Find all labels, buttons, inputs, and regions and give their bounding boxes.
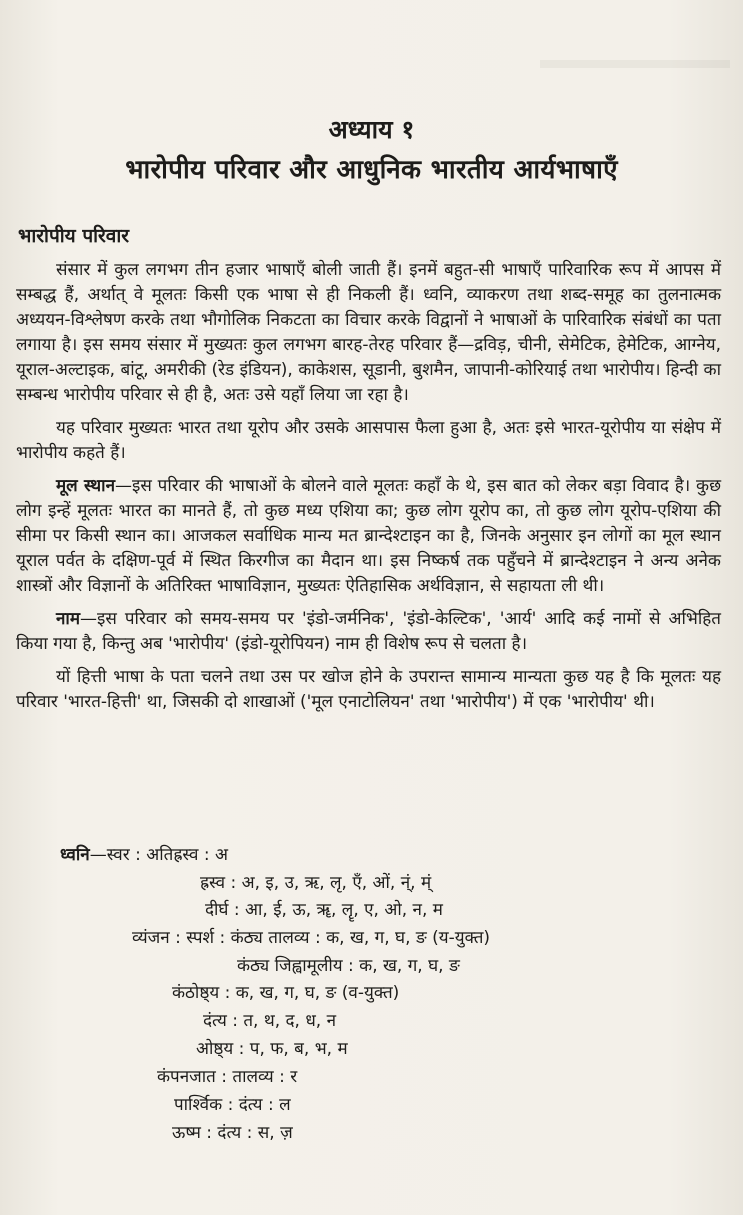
name-label: नाम [56,609,81,629]
paragraph-name [16,607,721,657]
phonetics-line-6: कंठोष्ठ्य : क, ख, ग, घ, ङ (व-युक्त) [172,983,400,1003]
body-text [16,258,721,723]
phonetics-line-9: कंपनजात : तालव्य : र [157,1067,298,1087]
phonetics-line-7: दंत्य : त, थ, द, ध, न [203,1011,337,1031]
phonetics-line-4: व्यंजन : स्पर्श : कंठ्य तालव्य : क, ख, ग, घ, ङ (य-युक्त) [132,928,491,948]
paragraph-languages: संसार में कुल लगभग तीन हजार भाषाएँ बोली जाती हैं। इनमें बहुत-सी भाषाएँ पारिवारिक रूप में आपस में सम्बद्ध हैं, अर्थात् वे मूलतः किसी एक भाषा से ही निकली हैं। ध्वनि, व्याकरण तथा शब्द-समूह का तुलनात्मक अध्ययन-विश्लेषण करके तथा भौगोलिक निकटता का विचार करके विद्वानों ने भाषाओं के पारिवारिक संबंधों का पता लगाया है। इस समय संसार में मुख्यतः कुल लगभग बारह-तेरह परिवार हैं—द्रविड़, चीनी, सेमेटिक, हेमेटिक, आग्नेय, यूराल-अल्टाइक, बांटू, अमरीकी (रेड इंडियन), काकेशस, सूडानी, बुशमैन, जापानी-कोरियाई तथा भारोपीय। हिन्दी का सम्बन्ध भारोपीय परिवार से ही है, अतः उसे यहाँ लिया जा रहा है। [16,260,721,405]
show-through-smudge [540,60,730,68]
section-heading: भारोपीय परिवार [18,225,130,247]
paragraph-hittite: यों हित्ती भाषा के पता चलने तथा उस पर खोज होने के उपरान्त सामान्य मान्यता कुछ यह है कि मूलतः यह परिवार 'भारत-हित्ती' था, जिसकी दो शाखाओं ('मूल एनाटोलियन' तथा 'भारोपीय') में एक 'भारोपीय' थी। [16,667,721,712]
origin-label: मूल स्थान [56,476,116,496]
phonetics-line-11: ऊष्म : दंत्य : स, ज़ [172,1123,293,1143]
origin-text: —इस परिवार की भाषाओं के बोलने वाले मूलतः कहाँ के थे, इस बात को लेकर बड़ा विवाद है। कुछ लोग इन्हें मूलतः भारत का मानते हैं, तो कुछ मध्य एशिया का; कुछ लोग यूरोप का, तो कुछ लोग यूरोप-एशिया की सीमा पर किसी स्थान का। आजकल सर्वाधिक मान्य मत ब्रान्देश्टाइन का है, जिनके अनुसार इन लोगों का मूल स्थान यूराल पर्वत के दक्षिण-पूर्व में स्थित किरगीज का मैदान था। इस निष्कर्ष तक पहुँचने में ब्रान्देश्टाइन ने अन्य अनेक शास्त्रों और विज्ञानों के अतिरिक्त भाषाविज्ञान, मुख्यतः ऐतिहासिक अर्थविज्ञान, से सहायता ली थी। [16,476,721,596]
chapter-title: भारोपीय परिवार और आधुनिक भारतीय आर्यभाषाएँ [125,155,618,185]
phonetics-line-2: ह्रस्व : अ, इ, उ, ऋ, लृ, एँ, ओं, न्ं, म्ं [200,873,432,893]
chapter-number: अध्याय १ [328,115,415,144]
paragraph-origin [16,474,721,599]
phonetics-line-5: कंठ्य जिह्वामूलीय : क, ख, ग, घ, ङ [237,956,460,976]
phonetics-line-8: ओष्ठ्य : प, फ, ब, भ, म [196,1039,348,1059]
paragraph-region: यह परिवार मुख्यतः भारत तथा यूरोप और उसके आसपास फैला हुआ है, अतः इसे भारत-यूरोपीय या संक्षेप में भारोपीय कहते हैं। [16,418,721,463]
phonetics-line-10: पार्श्विक : दंत्य : ल [174,1095,291,1115]
phonetics-label: ध्वनि [60,845,90,865]
phonetics-line-3: दीर्घ : आ, ई, ऊ, ॠ, लॄ, ए, ओ, न, म [205,900,443,920]
name-text: —इस परिवार को समय-समय पर 'इंडो-जर्मनिक', 'इंडो-केल्टिक', 'आर्य' आदि कई नामों से अभिहित किया गया है, किन्तु अब 'भारोपीय' (इंडो-यूरोपियन) नाम ही विशेष रूप से चलता है। [16,609,721,654]
phonetics-line-1: ध्वनि—स्वर : अतिह्रस्व : अ [60,845,228,865]
